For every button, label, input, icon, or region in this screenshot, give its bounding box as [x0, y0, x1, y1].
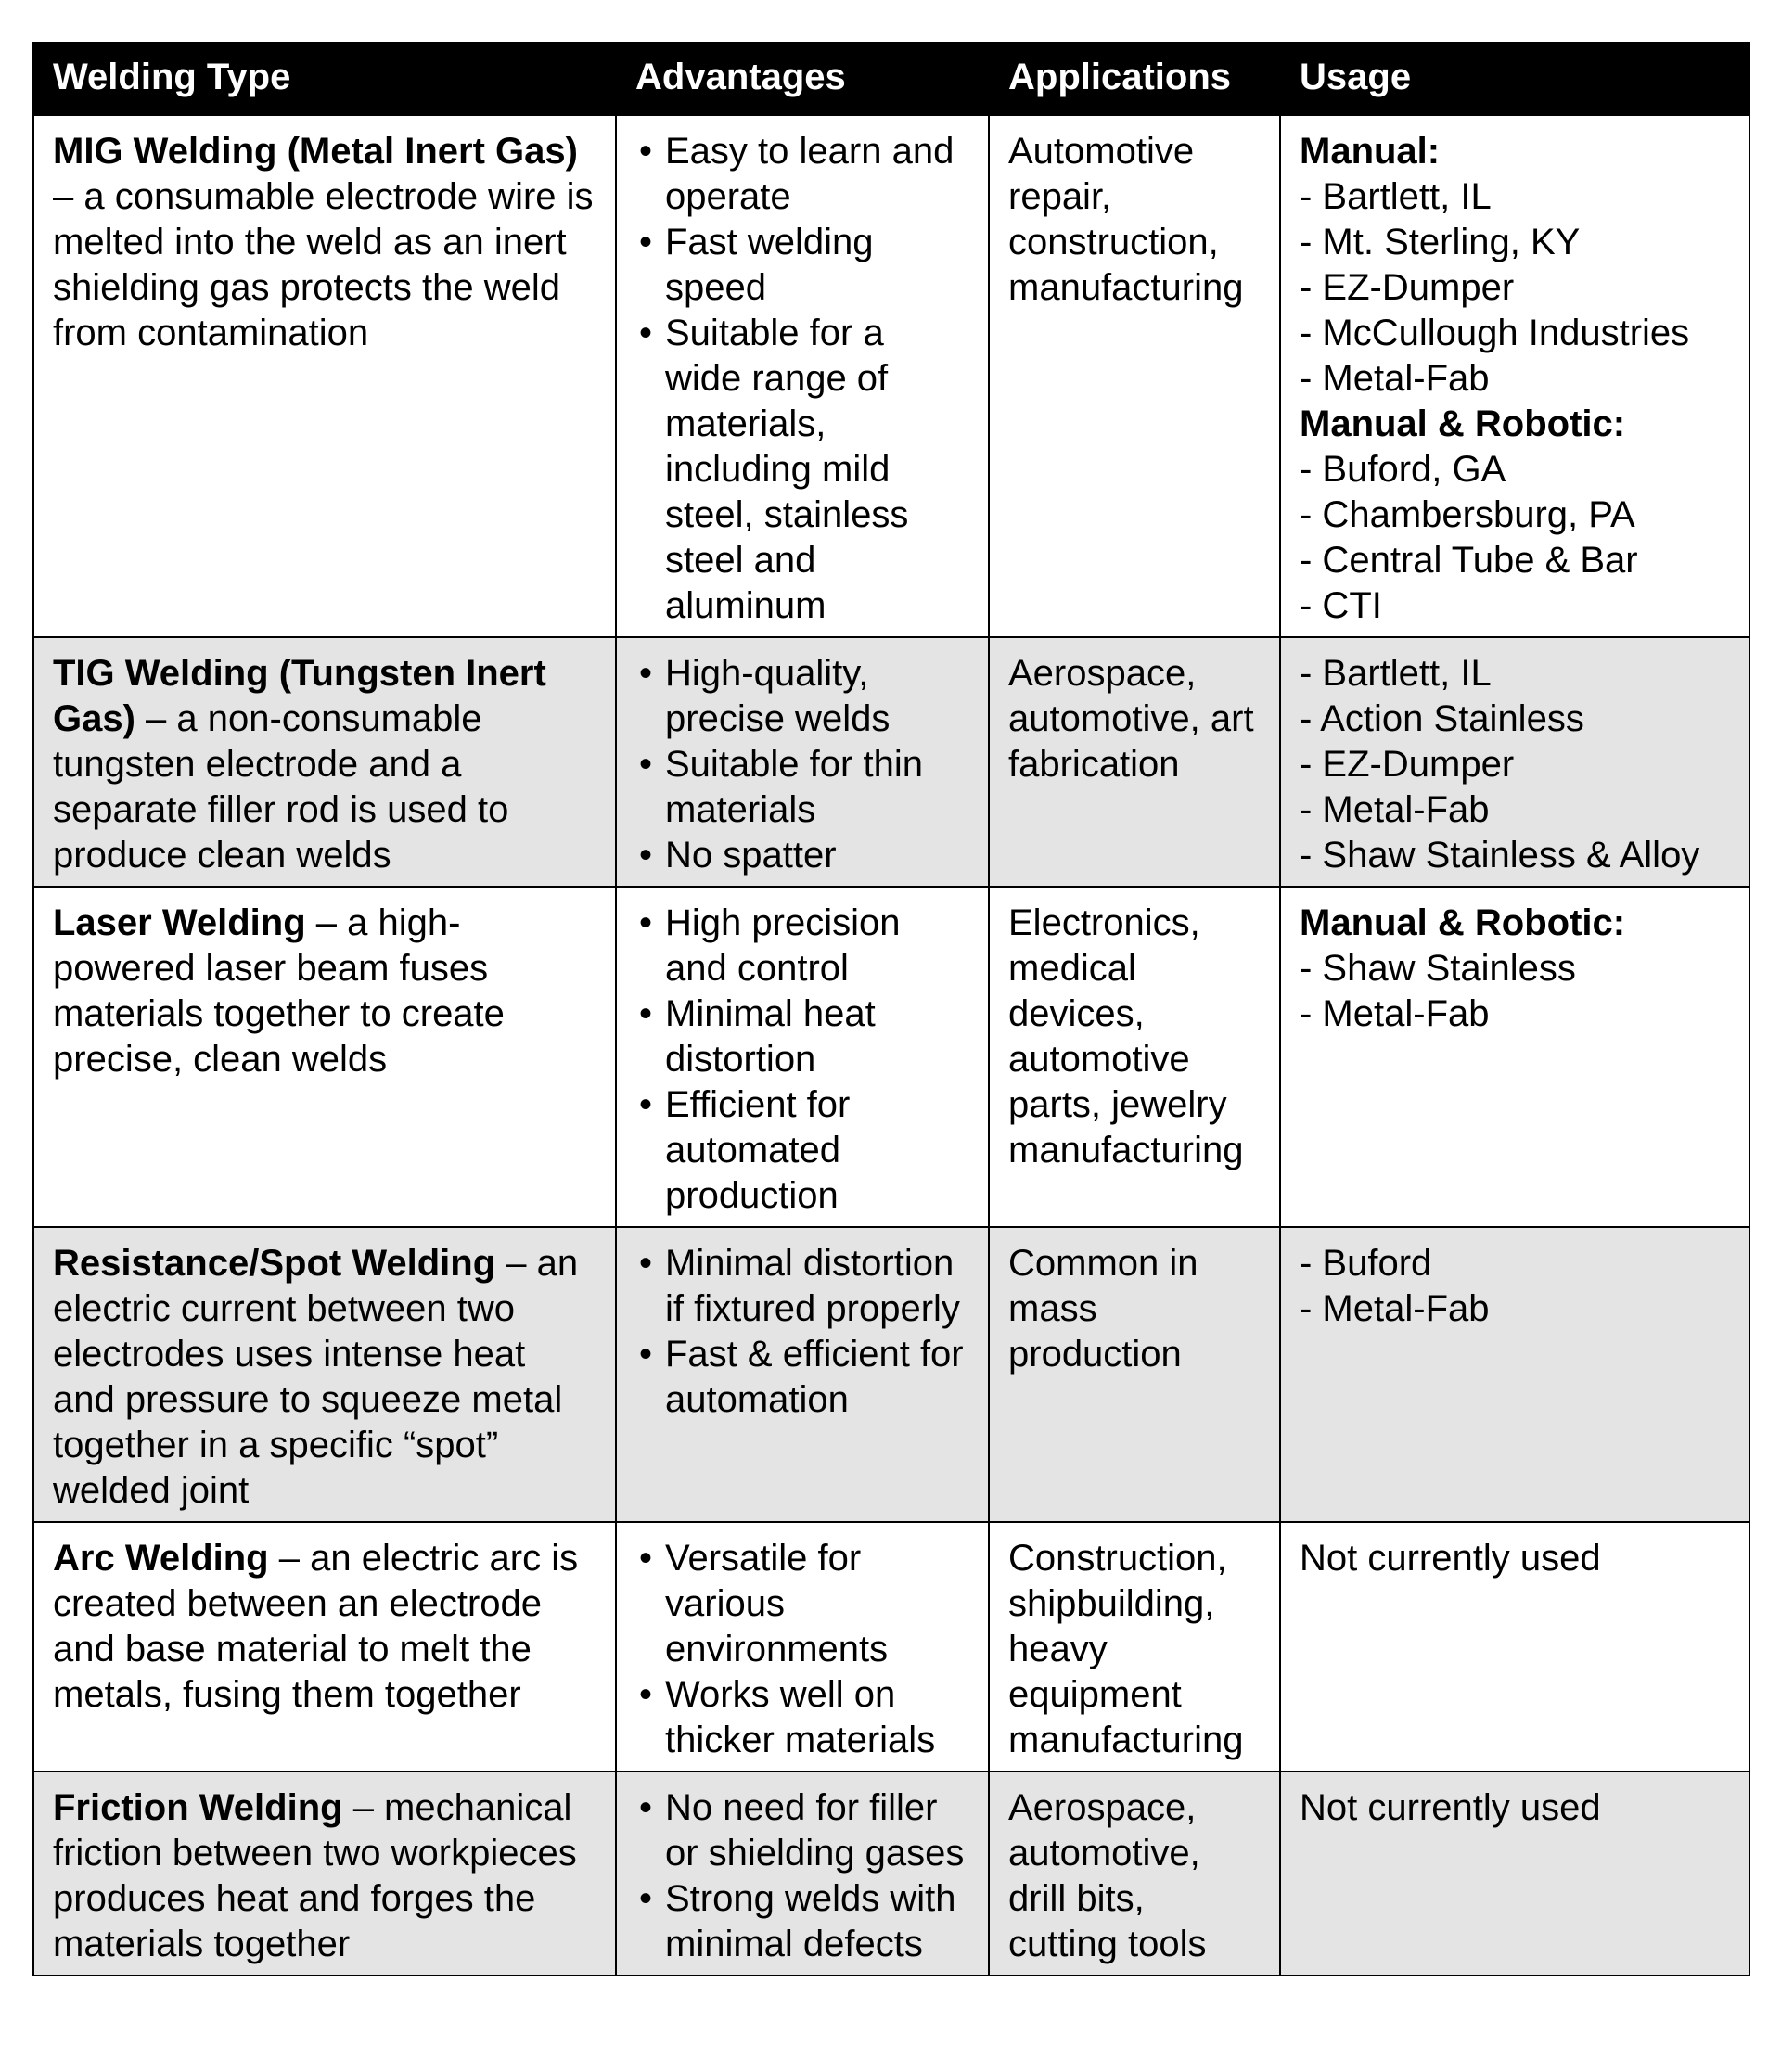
usage-item: - Bartlett, IL [1300, 176, 1492, 217]
advantage-item: • Minimal distortion if fixtured properly [635, 1241, 969, 1332]
advantage-item: • High-quality, precise welds [635, 651, 969, 742]
advantages-list [635, 901, 969, 1219]
usage-item: - Buford [1300, 1243, 1432, 1284]
usage-item: - Metal-Fab [1300, 358, 1490, 399]
table-row [33, 637, 1749, 887]
usage-item: - McCullough Industries [1300, 313, 1690, 353]
usage-item: Not currently used [1300, 1787, 1601, 1828]
applications-cell: Automotive repair, construction, manufacturing [989, 115, 1280, 637]
usage-item: - Shaw Stainless [1300, 948, 1576, 989]
welding-type-cell [33, 1771, 616, 1976]
advantage-item: • Fast welding speed [635, 220, 969, 311]
usage-item: - Action Stainless [1300, 698, 1584, 739]
advantage-item: • Suitable for a wide range of materials, including mild steel, stainless steel and aluminum [635, 311, 969, 629]
advantage-item: • Versatile for various environments [635, 1536, 969, 1672]
welding-type-cell [33, 887, 616, 1227]
table-header [33, 43, 1749, 115]
advantages-list [635, 651, 969, 878]
welding-type-cell [33, 1227, 616, 1522]
advantage-item: • Suitable for thin materials [635, 742, 969, 833]
table-row [33, 1227, 1749, 1522]
advantage-item: • Efficient for automated production [635, 1082, 969, 1219]
usage-cell [1280, 887, 1749, 1227]
welding-type-name: TIG Welding (Tungsten Inert Gas) [53, 653, 546, 739]
welding-type-description: – mechanical friction between two workpieces produces heat and forges the materials together [53, 1787, 577, 1964]
advantages-cell [616, 887, 989, 1227]
table-row [33, 1771, 1749, 1976]
header-usage: Usage [1280, 43, 1749, 115]
advantage-item: • Easy to learn and operate [635, 129, 969, 220]
advantages-list [635, 129, 969, 629]
table-body [33, 115, 1749, 1976]
welding-type-name: Arc Welding [53, 1538, 269, 1579]
usage-heading: Manual & Robotic: [1300, 403, 1626, 444]
welding-type-description: – a high-powered laser beam fuses materials together to create precise, clean welds [53, 902, 505, 1080]
usage-item: - CTI [1300, 585, 1382, 626]
header-welding-type: Welding Type [33, 43, 616, 115]
usage-cell [1280, 1771, 1749, 1976]
usage-item: - Chambersburg, PA [1300, 494, 1635, 535]
advantage-item: • Works well on thicker materials [635, 1672, 969, 1763]
usage-item: - Mt. Sterling, KY [1300, 222, 1581, 262]
usage-heading: Manual: [1300, 131, 1441, 172]
welding-type-description: – an electric arc is created between an electrode and base material to melt the metals, fusing them together [53, 1538, 579, 1715]
usage-item: - Shaw Stainless & Alloy [1300, 835, 1700, 876]
welding-type-cell [33, 1522, 616, 1771]
applications-cell: Electronics, medical devices, automotive parts, jewelry manufacturing [989, 887, 1280, 1227]
usage-item: - Central Tube & Bar [1300, 540, 1638, 581]
usage-cell [1280, 1522, 1749, 1771]
advantages-cell [616, 1771, 989, 1976]
welding-type-name: MIG Welding (Metal Inert Gas) [53, 131, 578, 172]
applications-cell: Construction, shipbuilding, heavy equipment manufacturing [989, 1522, 1280, 1771]
advantages-cell [616, 1522, 989, 1771]
advantage-item: • No spatter [635, 833, 969, 878]
advantage-item: • No need for filler or shielding gases [635, 1785, 969, 1876]
advantage-item: • Minimal heat distortion [635, 991, 969, 1082]
table-row [33, 115, 1749, 637]
usage-item: - Metal-Fab [1300, 789, 1490, 830]
applications-cell: Common in mass production [989, 1227, 1280, 1522]
usage-item: - Metal-Fab [1300, 993, 1490, 1034]
usage-item: - Metal-Fab [1300, 1288, 1490, 1329]
advantages-list [635, 1536, 969, 1763]
header-advantages: Advantages [616, 43, 989, 115]
welding-table [32, 42, 1750, 1976]
applications-cell: Aerospace, automotive, art fabrication [989, 637, 1280, 887]
usage-cell [1280, 115, 1749, 637]
usage-item: - Bartlett, IL [1300, 653, 1492, 694]
advantages-cell [616, 637, 989, 887]
advantage-item: • Strong welds with minimal defects [635, 1876, 969, 1967]
welding-type-cell [33, 115, 616, 637]
advantage-item: • Fast & efficient for automation [635, 1332, 969, 1423]
welding-type-description: – a non-consumable tungsten electrode and a separate filler rod is used to produce clean welds [53, 698, 509, 876]
advantages-cell [616, 1227, 989, 1522]
advantage-item: • High precision and control [635, 901, 969, 991]
usage-item: - EZ-Dumper [1300, 744, 1515, 785]
welding-type-description: – a consumable electrode wire is melted into the weld as an inert shielding gas protects the weld from contamination [53, 176, 594, 353]
welding-type-description: – an electric current between two electrodes uses intense heat and pressure to squeeze metal together in a specific “spot” welded joint [53, 1243, 579, 1511]
header-applications: Applications [989, 43, 1280, 115]
usage-cell [1280, 1227, 1749, 1522]
welding-type-name: Laser Welding [53, 902, 306, 943]
table-row [33, 1522, 1749, 1771]
welding-type-name: Resistance/Spot Welding [53, 1243, 496, 1284]
welding-type-cell [33, 637, 616, 887]
applications-cell: Aerospace, automotive, drill bits, cutting tools [989, 1771, 1280, 1976]
usage-cell [1280, 637, 1749, 887]
header-row [33, 43, 1749, 115]
usage-item: - EZ-Dumper [1300, 267, 1515, 308]
welding-type-name: Friction Welding [53, 1787, 343, 1828]
usage-item: - Buford, GA [1300, 449, 1506, 490]
advantages-list [635, 1241, 969, 1423]
usage-heading: Manual & Robotic: [1300, 902, 1626, 943]
advantages-cell [616, 115, 989, 637]
usage-item: Not currently used [1300, 1538, 1601, 1579]
advantages-list [635, 1785, 969, 1967]
table-row [33, 887, 1749, 1227]
